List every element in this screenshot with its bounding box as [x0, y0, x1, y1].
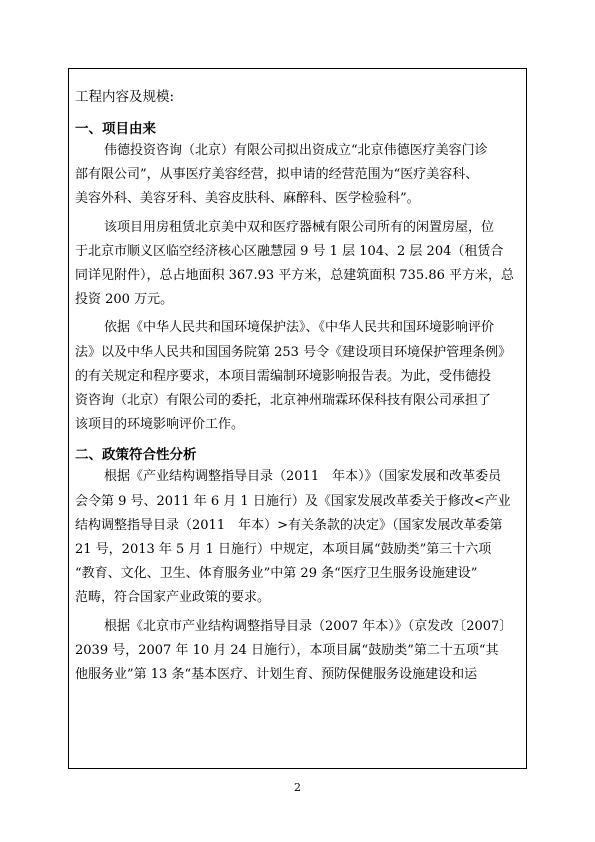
text-line: 投资 200 万元。	[75, 292, 174, 308]
text-line: 根据《北京市产业结构调整指导目录（2007 年本）》（京发改〔2007〕	[104, 618, 513, 634]
text-line: 同详见附件），总占地面积 367.93 平方米，总建筑面积 735.86 平方米，总	[75, 268, 515, 284]
paragraph	[75, 316, 520, 437]
text-line: “教育、文化、卫生、体育服务业”中第 29 条“医疗卫生服务设施建设”	[75, 566, 478, 582]
text-line: 法》以及中华人民共和国国务院第 253 号令《建设项目环境保护管理条例》	[75, 344, 512, 360]
paragraph	[75, 139, 520, 212]
text-line: 于北京市顺义区临空经济核心区融慧园 9 号 1 层 104、2 层 204（租赁合	[75, 243, 504, 259]
document-frame	[68, 68, 527, 769]
section-project-origin	[75, 119, 520, 437]
section-heading: 二、政策符合性分析	[75, 447, 197, 464]
text-line: 他服务业”第 13 条“基本医疗、计划生育、预防保健服务设施建设和运	[75, 667, 478, 683]
paragraph	[75, 216, 520, 313]
page-number: 2	[294, 781, 301, 794]
document-content	[75, 87, 520, 695]
text-line: 根据《产业结构调整指导目录（2011 年本）》（国家发展和改革委员	[104, 469, 502, 485]
text-line: 该项目的环境影响评价工作。	[75, 417, 245, 433]
text-line: 依据《中华人民共和国环境保护法》、《中华人民共和国环境影响评价	[104, 320, 495, 336]
text-line: 21 号，2013 年 5 月 1 日施行）中规定，本项目属“鼓励类”第三十六项	[75, 542, 492, 558]
text-line: 2039 号，2007 年 10 月 24 日施行），本项目属“鼓励类”第二十五项“其	[75, 642, 499, 658]
text-line: 的有关规定和程序要求，本项目需编制环境影响报告表。为此，受伟德投	[75, 368, 492, 384]
text-line: 会令第 9 号、2011 年 6 月 1 日施行）及《国家发展改革委关于修改<产业	[75, 493, 511, 509]
text-line: 该项目用房租赁北京美中双和医疗器械有限公司所有的闲置房屋，位	[104, 219, 495, 235]
text-line: 范畴，符合国家产业政策的要求。	[75, 590, 271, 606]
section-heading: 一、项目由来	[75, 121, 156, 137]
section-policy-analysis	[75, 445, 520, 687]
text-line: 美容外科、美容牙科、美容皮肤科、麻醉科、医学检验科”。	[75, 191, 420, 207]
paragraph	[75, 465, 520, 610]
text-line: 部有限公司”，从事医疗美容经营，拟申请的经营范围为“医疗美容科、	[75, 167, 479, 183]
section-title: 工程内容及规模:	[75, 89, 175, 105]
text-line: 伟德投资咨询（北京）有限公司拟出资成立“北京伟德医疗美容门诊	[104, 143, 488, 158]
paragraph	[75, 615, 520, 688]
text-line: 结构调整指导目录（2011 年本）>有关条款的决定》（国家发展改革委第	[75, 517, 503, 533]
text-line: 资咨询（北京）有限公司的委托，北京神州瑞霖环保科技有限公司承担了	[75, 393, 492, 409]
